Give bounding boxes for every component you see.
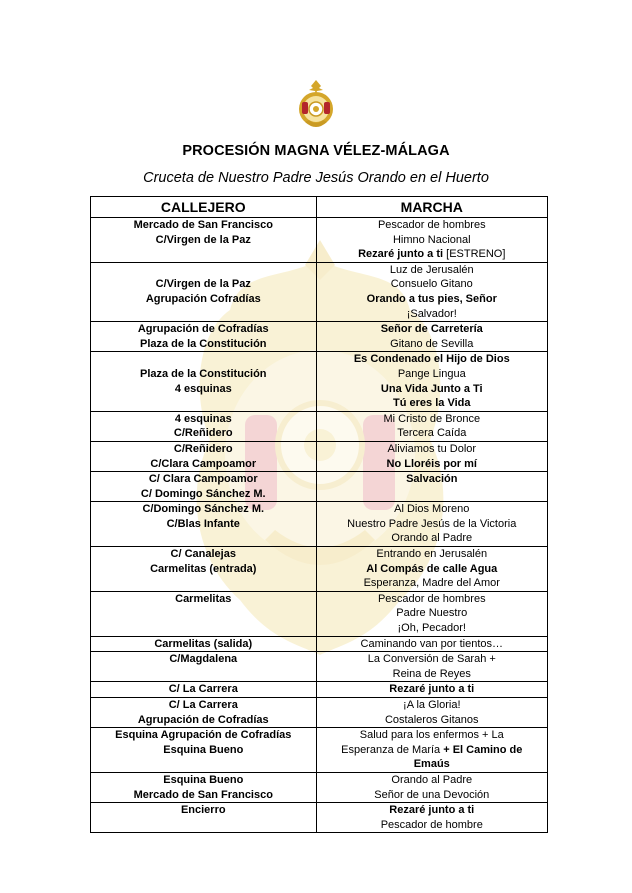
march-title: Pescador de hombre [380, 818, 483, 831]
march-title: Al Dios Moreno [394, 503, 470, 516]
march-line [319, 442, 545, 457]
march-cell [316, 502, 547, 547]
march-title: ¡Oh, Pecador! [397, 622, 466, 635]
street-name: Esquina Bueno [163, 743, 244, 756]
street-cell [91, 441, 317, 471]
table-row [91, 262, 548, 321]
table-row [91, 698, 548, 728]
march-cell [316, 698, 547, 728]
street-name: C/Virgen de la Paz [155, 278, 251, 291]
march-line [319, 218, 545, 233]
march-title: Caminando van por tientos… [360, 637, 503, 650]
march-title: Es Condenado el Hijo de Dios [353, 353, 510, 366]
march-title: Reina de Reyes [392, 667, 471, 680]
street-cell [91, 591, 317, 636]
march-title: Nuestro Padre Jesús de la Victoria [347, 517, 517, 530]
march-cell [316, 218, 547, 263]
march-cell [316, 682, 547, 698]
march-line [319, 562, 545, 577]
march-title: Tú eres la Vida [393, 397, 471, 410]
march-cell [316, 803, 547, 833]
march-title: Señor de una Devoción [374, 788, 490, 801]
street-cell [91, 262, 317, 321]
march-line [319, 457, 545, 472]
table-row [91, 803, 548, 833]
street-name: Carmelitas (entrada) [150, 562, 257, 575]
route-table [90, 196, 548, 833]
march-cell [316, 472, 547, 502]
march-cell [316, 591, 547, 636]
march-line [319, 292, 545, 307]
street-cell [91, 682, 317, 698]
march-line [319, 637, 545, 652]
march-title: ¡A la Gloria! [403, 699, 461, 711]
march-line [319, 337, 545, 352]
march-line [319, 592, 545, 607]
march-title: Orando al Padre [391, 773, 473, 786]
street-name: C/Domingo Sánchez M. [142, 503, 265, 516]
march-title: Padre Nuestro [396, 607, 468, 620]
march-line [319, 307, 545, 322]
street-name: Esquina Agrupación de Cofradías [115, 729, 292, 742]
march-line [319, 412, 545, 427]
march-line [319, 247, 545, 262]
table-header-row [91, 197, 548, 218]
march-line [319, 352, 545, 367]
march-line [319, 728, 545, 743]
march-line [319, 667, 545, 682]
street-cell [91, 728, 317, 773]
march-line [319, 502, 545, 517]
street-name: Mercado de San Francisco [133, 788, 273, 801]
march-cell [316, 636, 547, 652]
march-line [319, 396, 545, 411]
march-title: Luz de Jerusalén [389, 263, 474, 276]
march-cell [316, 411, 547, 441]
march-line [319, 773, 545, 788]
street-name: C/Blas Infante [166, 517, 240, 530]
march-line [319, 426, 545, 441]
street-name: C/Virgen de la Paz [155, 233, 251, 246]
street-cell [91, 772, 317, 802]
march-cell [316, 352, 547, 411]
street-name: Agrupación de Cofradías [137, 323, 269, 336]
document-title: PROCESIÓN MAGNA VÉLEZ-MÁLAGA [182, 143, 450, 159]
table-row [91, 502, 548, 547]
march-title: [ESTRENO] [443, 248, 506, 261]
brotherhood-crest-icon [295, 78, 337, 130]
table-row [91, 772, 548, 802]
march-cell [316, 441, 547, 471]
march-title: Orando a tus pies, Señor [366, 292, 497, 305]
march-title: Pange Lingua [397, 367, 466, 380]
march-line [319, 713, 545, 728]
march-title: Rezaré junto a ti [389, 804, 475, 817]
march-line [319, 652, 545, 667]
street-name: C/ La Carrera [168, 699, 238, 711]
street-cell [91, 218, 317, 263]
march-line [319, 682, 545, 697]
march-line [319, 818, 545, 833]
march-line [319, 531, 545, 546]
march-title: Pescador de hombres [377, 219, 486, 231]
table-row [91, 591, 548, 636]
table-row [91, 636, 548, 652]
march-title: Gitano de Sevilla [390, 337, 474, 350]
street-cell [91, 502, 317, 547]
march-title: Rezaré junto a ti [389, 683, 475, 696]
street-name: Carmelitas (salida) [154, 637, 253, 650]
street-name: Encierro [180, 804, 226, 817]
march-cell [316, 652, 547, 682]
street-name: Plaza de la Constitución [140, 367, 267, 380]
street-cell [91, 411, 317, 441]
march-title: Emaús [413, 758, 450, 771]
street-name: C/Reñidero [173, 442, 233, 455]
street-cell [91, 803, 317, 833]
march-line [319, 233, 545, 248]
march-line [319, 367, 545, 382]
street-cell [91, 636, 317, 652]
street-name: Agrupación Cofradías [145, 292, 261, 305]
march-line [319, 788, 545, 803]
march-title: Orando al Padre [391, 532, 473, 545]
table-row [91, 322, 548, 352]
march-line [319, 621, 545, 636]
march-line [319, 472, 545, 487]
street-cell [91, 652, 317, 682]
table-row [91, 472, 548, 502]
march-line [319, 517, 545, 532]
march-line [319, 803, 545, 818]
march-cell [316, 262, 547, 321]
street-name: Esquina Bueno [163, 773, 244, 786]
march-title: Rezaré junto a ti [358, 248, 444, 261]
march-line [319, 382, 545, 397]
march-title: Himno Nacional [392, 233, 471, 246]
march-title: Entrando en Jerusalén [376, 548, 488, 561]
march-title: Tercera Caída [397, 427, 467, 440]
march-line [319, 263, 545, 278]
table-row [91, 682, 548, 698]
table-row [91, 352, 548, 411]
march-title: Esperanza, Madre del Amor [363, 577, 500, 590]
march-title: Salud para los enfermos + La [359, 729, 504, 742]
street-cell [91, 547, 317, 592]
document-subtitle: Cruceta de Nuestro Padre Jesús Orando en el Huerto [143, 170, 489, 186]
street-name: C/ Domingo Sánchez M. [140, 487, 266, 500]
table-row [91, 728, 548, 773]
street-cell [91, 698, 317, 728]
march-cell [316, 547, 547, 592]
street-name: Mercado de San Francisco [133, 219, 273, 231]
march-line [319, 322, 545, 337]
march-title: Costaleros Gitanos [384, 713, 479, 726]
street-cell [91, 322, 317, 352]
march-cell [316, 728, 547, 773]
street-name: 4 esquinas [174, 412, 232, 425]
march-title: Consuelo Gitano [390, 278, 473, 291]
march-title: Aliviamos tu Dolor [387, 442, 477, 455]
street-name: C/Clara Campoamor [150, 457, 257, 470]
march-cell [316, 772, 547, 802]
march-title: Esperanza de María [341, 743, 444, 756]
table-row [91, 441, 548, 471]
street-name: C/ Clara Campoamor [148, 473, 258, 486]
street-name: C/Reñidero [173, 427, 233, 440]
street-name: C/ La Carrera [168, 683, 238, 696]
march-title: Señor de Carretería [380, 323, 483, 336]
table-row [91, 652, 548, 682]
route-table-body [91, 218, 548, 833]
table-row [91, 218, 548, 263]
march-title: Pescador de hombres [377, 592, 486, 605]
march-title: Al Compás de calle Agua [366, 562, 498, 575]
march-line [319, 277, 545, 292]
march-line [319, 698, 545, 713]
march-line [319, 576, 545, 591]
street-name: Carmelitas [175, 592, 232, 605]
table-row [91, 411, 548, 441]
street-name: Plaza de la Constitución [140, 337, 267, 350]
street-name: C/Magdalena [169, 653, 238, 666]
march-cell [316, 322, 547, 352]
street-cell [91, 352, 317, 411]
march-line [319, 757, 545, 772]
street-name: C/ Canalejas [170, 548, 236, 561]
header-callejero: CALLEJERO [91, 197, 317, 218]
street-cell [91, 472, 317, 502]
header-marcha: MARCHA [316, 197, 547, 218]
march-title: No Lloréis por mí [386, 457, 477, 470]
march-line [319, 547, 545, 562]
march-line [319, 606, 545, 621]
street-name: 4 esquinas [174, 382, 232, 395]
march-title: + El Camino de [443, 743, 523, 756]
march-title: Mi Cristo de Bronce [383, 412, 481, 425]
march-title: La Conversión de Sarah + [367, 653, 496, 666]
table-row [91, 547, 548, 592]
street-name: Agrupación de Cofradías [137, 713, 269, 726]
march-line [319, 743, 545, 758]
march-title: Una Vida Junto a Ti [380, 382, 483, 395]
march-title: Salvación [406, 473, 458, 486]
march-title: ¡Salvador! [406, 307, 457, 320]
